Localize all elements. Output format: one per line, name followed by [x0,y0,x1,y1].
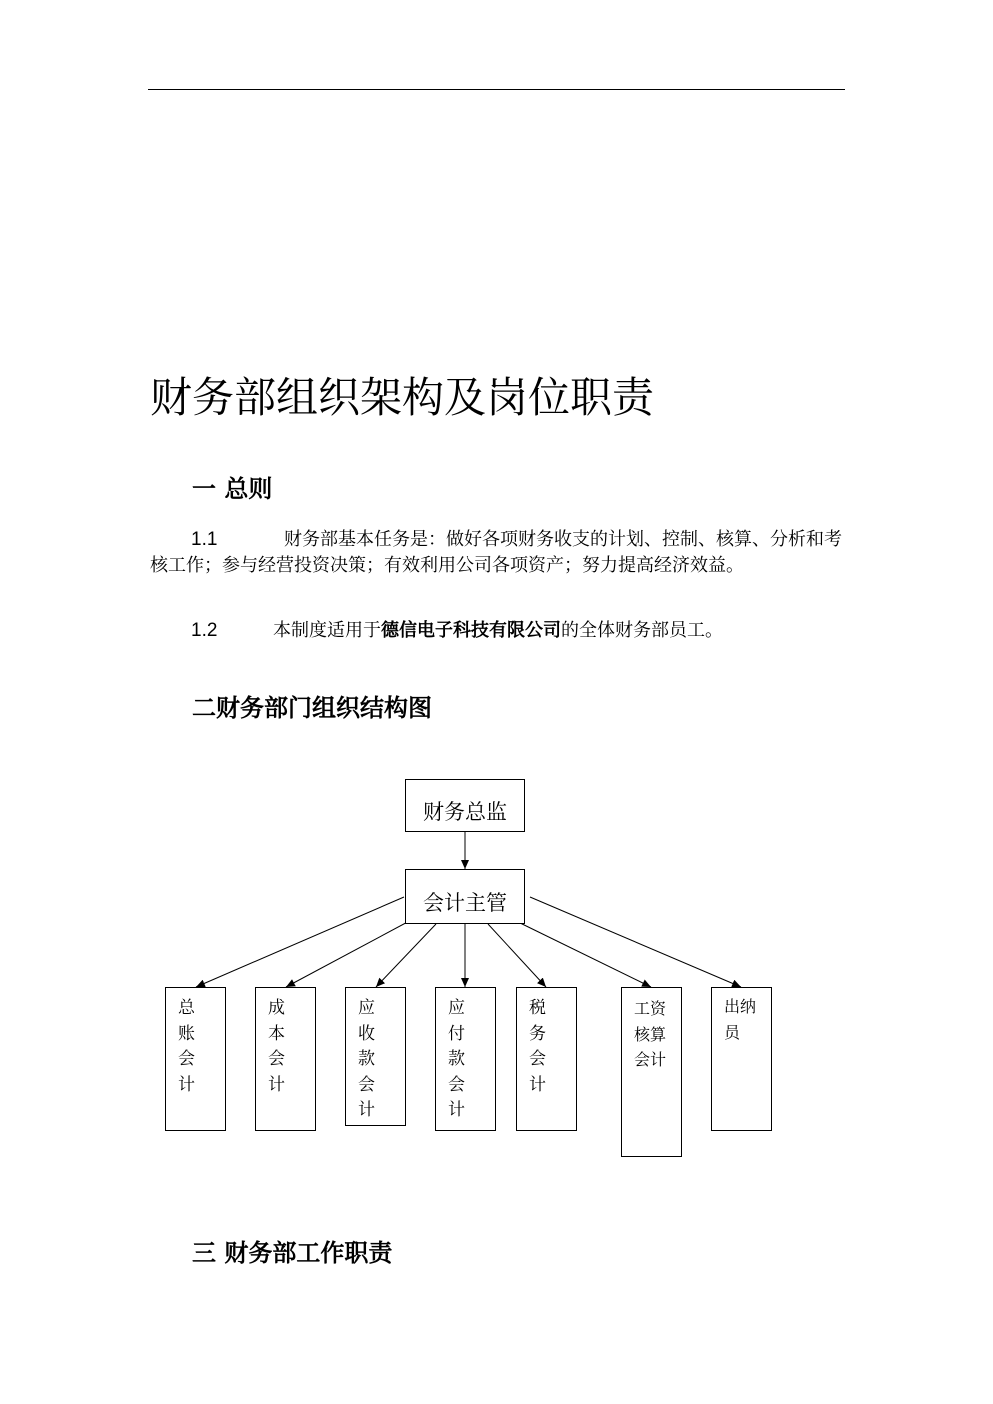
arrow-to-cost [286,918,415,987]
paragraph-1-2-pre: 本制度适用于 [273,620,381,641]
section-1-heading: 一 总则 [192,475,273,503]
paragraph-1-2-number: 1.2 [191,620,218,641]
org-node-manager [405,869,525,924]
org-node-tax [516,987,577,1131]
arrow-to-receivable [376,924,436,987]
paragraph-1-2 [150,618,845,644]
org-node-label: 总账会计 [178,998,195,1095]
paragraph-1-1 [150,527,845,579]
org-node-general-ledger [165,987,226,1131]
org-node-payroll [621,987,682,1157]
page-title: 财务部组织架构及岗位职责 [150,373,655,422]
paragraph-1-1-text: 财务部基本任务是：做好各项财务收支的计划、控制、核算、分析和考核工作；参与经营投资决策；有效利用公司各项资产；努力提高经济效益。 [150,529,842,576]
arrow-to-cashier [530,897,741,987]
arrow-to-general-ledger [196,897,404,987]
org-node-label: 成本会计 [268,998,285,1095]
org-node-label: 应付款会计 [448,998,465,1120]
arrow-to-payroll [514,920,651,987]
section-3-heading: 三 财务部工作职责 [192,1239,393,1267]
section-2-heading: 二财务部门组织结构图 [192,694,432,722]
org-node-cost-accounting [255,987,316,1131]
org-node-director [405,779,525,832]
paragraph-1-1-number: 1.1 [191,529,218,550]
org-node-label: 税务会计 [529,998,546,1095]
org-node-receivables [345,987,406,1126]
org-node-manager-label: 会计主管 [423,891,507,915]
header-rule [148,89,845,90]
org-node-label: 应收款会计 [358,998,375,1120]
org-node-label: 出纳员 [724,997,757,1042]
org-node-payables [435,987,496,1131]
paragraph-1-2-post: 的全体财务部员工。 [561,620,723,641]
org-node-director-label: 财务总监 [423,800,507,824]
org-node-label: 工资核算会计 [634,999,667,1069]
company-name: 德信电子科技有限公司 [381,620,561,641]
arrow-to-tax [488,924,546,987]
org-node-cashier [711,987,772,1131]
